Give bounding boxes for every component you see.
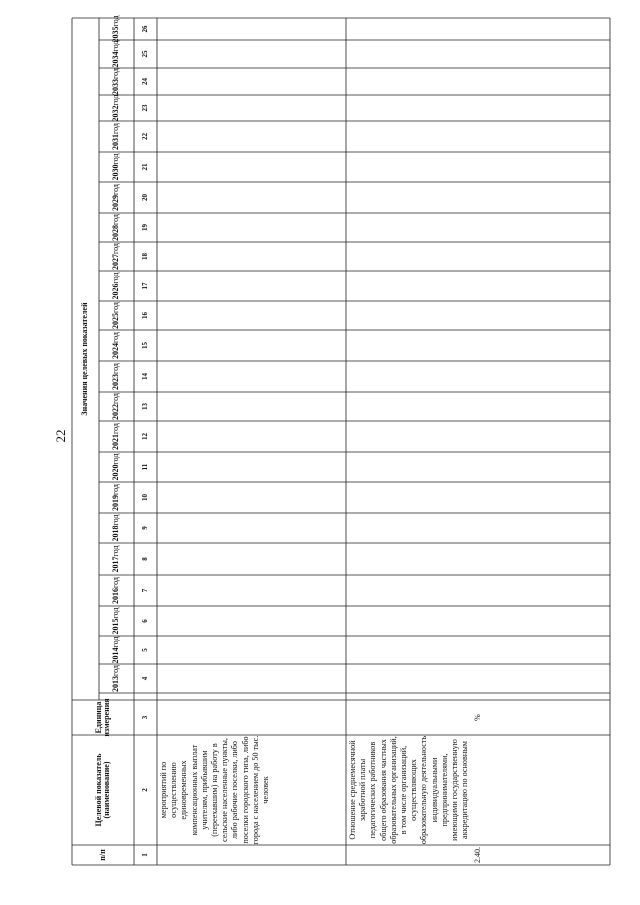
year-header-2028: 2028 год [111, 214, 121, 241]
year-header-2016: 2016 год [111, 577, 121, 604]
column-number-5: 5 [140, 648, 149, 652]
year-header-2018: 2018 год [111, 514, 121, 542]
year-header-2024: 2024 год [111, 332, 121, 359]
row-1-number [157, 845, 346, 865]
column-number-13: 13 [140, 403, 149, 410]
column-number-6: 6 [140, 619, 149, 623]
year-header-2032: 2032 год [111, 94, 121, 122]
year-header-2030: 2030 год [111, 153, 121, 181]
column-number-22: 22 [140, 133, 149, 140]
column-number-11: 11 [140, 463, 149, 471]
column-number-2: 2 [140, 788, 149, 792]
column-number-4: 4 [140, 676, 149, 681]
column-number-14: 14 [140, 373, 149, 380]
column-number-3: 3 [140, 715, 149, 720]
column-number-8: 8 [140, 557, 149, 561]
year-header-2017: 2017 год [111, 545, 121, 573]
column-number-23: 23 [140, 104, 149, 112]
year-header-2020: 2020 год [111, 453, 121, 481]
column-number-24: 24 [140, 78, 149, 85]
year-header-2026: 2026 год [111, 272, 121, 300]
page-number: 22 [53, 429, 68, 443]
year-header-2025: 2025 год [111, 302, 121, 329]
year-header-2015: 2015 год [111, 607, 121, 635]
column-number-21: 21 [140, 163, 149, 171]
year-header-2034: 2034 год [111, 40, 121, 68]
year-header-2033: 2033 год [111, 68, 121, 95]
header-pp: п/п [97, 849, 107, 861]
year-header-2031: 2031 год [111, 123, 121, 150]
column-number-12: 12 [140, 433, 149, 440]
column-number-15: 15 [140, 342, 149, 349]
year-header-2027: 2027 год [111, 243, 121, 270]
column-number-16: 16 [140, 312, 149, 319]
column-number-17: 17 [140, 282, 149, 290]
year-header-2013: 2013 год [111, 665, 121, 692]
column-number-7: 7 [140, 588, 149, 593]
year-header-2022: 2022 год [111, 393, 121, 420]
column-number-20: 20 [140, 194, 149, 201]
year-header-2021: 2021 год [111, 423, 121, 450]
year-header-2014: 2014 год [111, 636, 121, 664]
year-header-2023: 2023 год [111, 363, 121, 390]
row-1-indicator: мероприятий по осуществлению единовременных компенсационных выплат учителям, прибывшим (переехавшим) на работу в сельские населенные пункты, либо рабочие поселки, либо поселки городского типа, либо города с населением до 50 тыс. человек [159, 735, 271, 845]
row-2-number: 2.40. [472, 847, 482, 863]
column-number-19: 19 [140, 224, 149, 231]
column-number-25: 25 [140, 50, 149, 58]
column-number-26: 26 [140, 25, 149, 33]
year-header-2019: 2019 год [111, 484, 121, 511]
header-indicator: Целевой показатель (наименование) [93, 753, 111, 827]
column-number-9: 9 [140, 526, 149, 530]
header-unit: Единица измерения [93, 698, 111, 737]
column-number-1: 1 [140, 853, 149, 857]
row-2-indicator: Отношение среднемесячной заработной платы педагогических работников общего образования частных образовательных организаций, в том числе организаций, осуществляющих образовательную деятельность индивидуальными предпринимателями, имеющими государственную аккредитацию по основным [348, 735, 470, 845]
column-number-10: 10 [140, 494, 149, 501]
year-header-2029: 2029 год [111, 184, 121, 211]
column-number-18: 18 [140, 253, 149, 260]
header-values: Значения целевых показателей [80, 302, 90, 416]
year-header-2035: 2035 год [111, 15, 121, 43]
row-2-unit: % [472, 714, 482, 721]
